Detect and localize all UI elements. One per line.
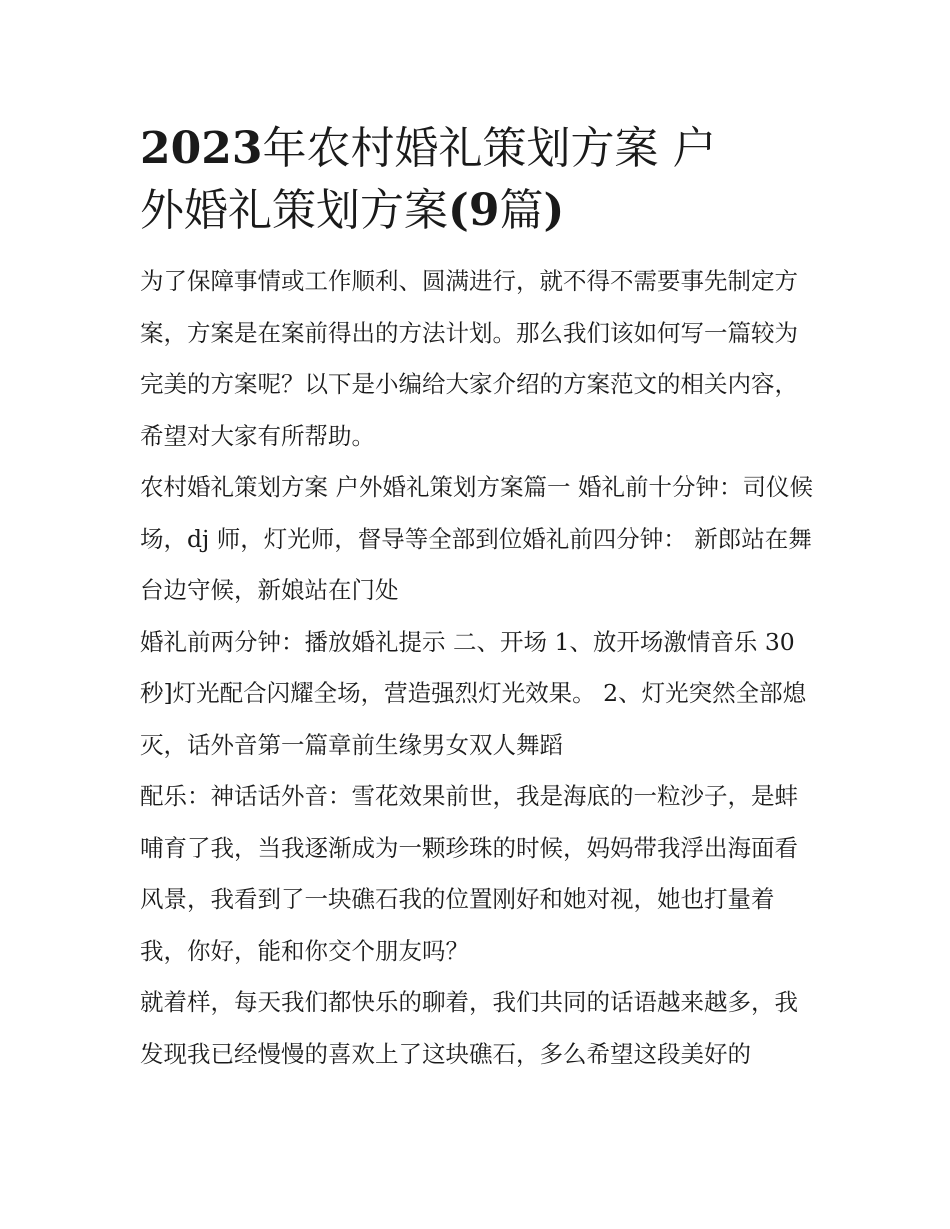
title-unit: 篇 [499, 185, 544, 236]
body-paragraph-2: 婚礼前两分钟：播放婚礼提示 二、开场 1、放开场激情音乐 30 秒]灯光配合闪耀全场，营造强烈灯光效果。 2、灯光突然全部熄灭，话外音第一篇章前生缘男女双人舞蹈 [140, 627, 807, 759]
title-count: (9 [448, 185, 500, 236]
title-close-paren: ) [543, 185, 565, 236]
intro-paragraph: 为了保障事情或工作顺利、圆满进行，就不得不需要事先制定方案，方案是在案前得出的方法计划。那么我们该如何写一篇较为完美的方案呢？以下是小编给大家介绍的方案范文的相关内容，希望对大家有所帮助。 [140, 267, 798, 450]
title-line1-text: 年农村婚礼策划方案 户 [262, 123, 717, 174]
body-paragraph-3: 配乐：神话话外音：雪花效果前世，我是海底的一粒沙子，是蚌哺育了我，当我逐渐成为一颗珍珠的时候，妈妈带我浮出海面看风景，我看到了一块礁石我的位置刚好和她对视，她也打量着我，你好，能和你交个朋友吗？ [140, 782, 798, 965]
title-line2-text: 外婚礼策划方案 [140, 185, 448, 236]
title-year: 2023 [140, 123, 263, 174]
document-page [140, 118, 815, 1080]
document-title [140, 118, 815, 242]
body-paragraph-4: 就着样，每天我们都快乐的聊着，我们共同的话语越来越多，我发现我已经慢慢的喜欢上了这块礁石，多么希望这段美好的 [140, 988, 798, 1068]
body-paragraph-1: 农村婚礼策划方案 户外婚礼策划方案篇一 婚礼前十分钟：司仪候场，dj 师，灯光师，督导等全部到位婚礼前四分钟： 新郎站在舞台边守候，新娘站在门处 [140, 473, 813, 604]
